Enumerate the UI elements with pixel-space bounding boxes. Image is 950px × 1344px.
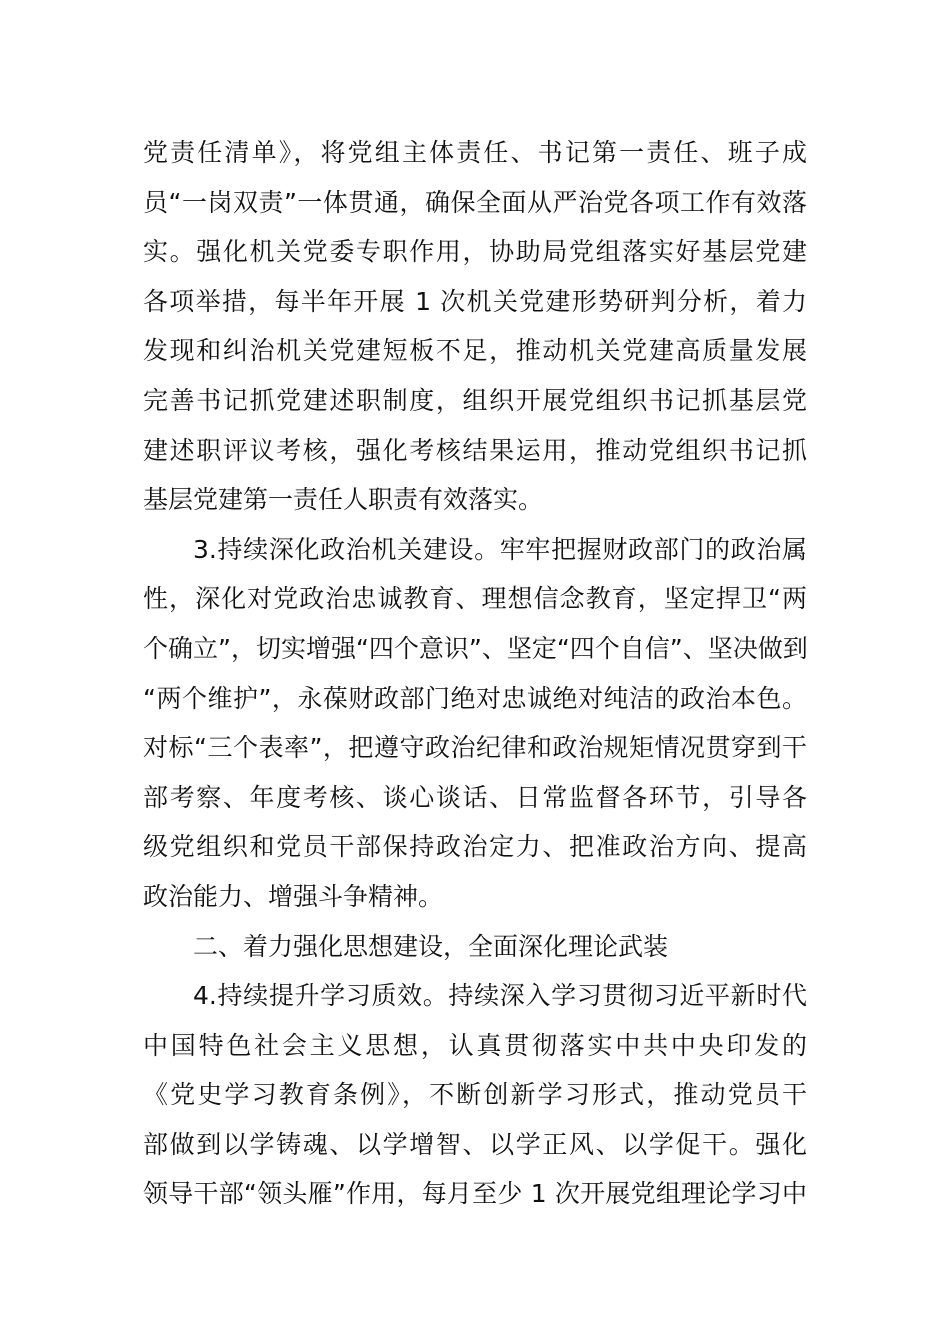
text-line: 部考察、年度考核、谈心谈话、日常监督各环节，引导各 (143, 782, 807, 812)
text-line: 完善书记抓党建述职制度，组织开展党组织书记抓基层党 (143, 385, 807, 415)
text-line: 领导干部“领头雁”作用，每月至少 1 次开展党组理论学习中 (143, 1179, 807, 1209)
text-line: 级党组织和党员干部保持政治定力、把准政治方向、提高 (143, 832, 807, 862)
text-line: 《党史学习教育条例》，不断创新学习形式，推动党员干 (143, 1080, 807, 1110)
text-line: 对标“三个表率”，把遵守政治纪律和政治规矩情况贯穿到干 (143, 733, 807, 763)
text-line: 中国特色社会主义思想，认真贯彻落实中共中央印发的 (143, 1030, 807, 1060)
text-line: 基层党建第一责任人职责有效落实。 (143, 485, 544, 515)
document-body (143, 128, 807, 1219)
text-line: 4.持续提升学习质效。持续深入学习贯彻习近平新时代 (193, 981, 807, 1011)
text-line: 3.持续深化政治机关建设。牢牢把握财政部门的政治属 (193, 534, 807, 564)
text-line: 发现和纠治机关党建短板不足，推动机关党建高质量发展 (143, 336, 807, 366)
text-line: 部做到以学铸魂、以学增智、以学正风、以学促干。强化 (143, 1129, 807, 1159)
text-line: 建述职评议考核，强化考核结果运用，推动党组织书记抓 (143, 435, 807, 465)
text-line: 实。强化机关党委专职作用，协助局党组落实好基层党建 (143, 237, 807, 267)
text-line: 二、着力强化思想建设，全面深化理论武装 (193, 931, 669, 961)
text-line: 个确立”，切实增强“四个意识”、坚定“四个自信”、坚决做到 (143, 633, 808, 663)
text-line: 党责任清单》，将党组主体责任、书记第一责任、班子成 (143, 138, 807, 167)
text-line: 员“一岗双责”一体贯通，确保全面从严治党各项工作有效落 (143, 187, 807, 217)
text-line: 政治能力、增强斗争精神。 (143, 881, 444, 911)
text-line: 性，深化对党政治忠诚教育、理想信念教育，坚定捍卫“两 (143, 584, 807, 614)
text-line: “两个维护”，永葆财政部门绝对忠诚绝对纯洁的政治本色。 (143, 683, 807, 713)
text-line: 各项举措，每半年开展 1 次机关党建形势研判分析，着力 (143, 286, 807, 316)
